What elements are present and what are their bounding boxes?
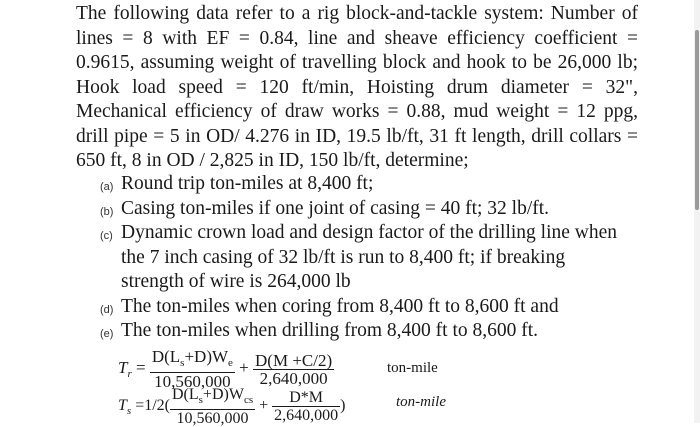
- fraction-numerator: D(M +C/2): [255, 350, 333, 370]
- item-marker: (a): [100, 181, 114, 193]
- formula-unit: ton-mile: [387, 360, 438, 376]
- item-marker: (d): [100, 303, 114, 316]
- formula-close-paren: ): [340, 397, 346, 415]
- item-text: Round trip ton-miles at 8,400 ft;: [121, 173, 374, 194]
- list-item: [100, 172, 620, 197]
- item-marker: (c): [100, 230, 113, 242]
- list-item: [100, 295, 620, 320]
- formula-equals: =1/2(: [135, 397, 170, 415]
- scrollbar-thumb[interactable]: [695, 30, 699, 210]
- item-text: The ton-miles when coring from 8,400 ft to 8,600 ft and: [121, 295, 559, 317]
- formula-fraction-2: [272, 389, 340, 424]
- task-list: [100, 172, 620, 344]
- formula-unit: ton-mile: [396, 394, 446, 410]
- formula-equals: =: [136, 357, 146, 377]
- fraction-denominator: 2,640,000: [274, 407, 339, 424]
- formula-lhs: T: [118, 357, 128, 377]
- item-text: The ton-miles when drilling from 8,400 ft to 8,600 ft.: [121, 320, 539, 341]
- fraction-denominator: 10,560,000: [154, 372, 231, 391]
- fraction-numerator: [170, 386, 255, 410]
- fraction-numerator: D*M: [272, 389, 340, 407]
- numerator-part: D(L: [151, 347, 181, 366]
- numerator-sub: e: [228, 357, 233, 369]
- formula-lhs-sub: r: [127, 367, 132, 380]
- numerator-sub: cs: [243, 394, 254, 406]
- formula-lhs-sub: s: [126, 405, 132, 418]
- formula-casing: [118, 386, 345, 427]
- numerator-part: +D)W: [202, 386, 244, 403]
- numerator-part: +D)W: [184, 347, 229, 366]
- fraction-denominator: 10,560,000: [176, 410, 249, 427]
- formula-round-trip: [118, 348, 334, 390]
- formula-fraction-1: [150, 348, 235, 390]
- list-item: [100, 221, 620, 295]
- list-item: [100, 197, 620, 222]
- formula-fraction-1: [170, 386, 255, 427]
- scrollbar[interactable]: [694, 0, 700, 423]
- numerator-sub: s: [198, 394, 203, 406]
- item-text: Casing ton-miles if one joint of casing = 40 ft; 32 lb/ft.: [121, 197, 550, 219]
- fraction-denominator: 2,640,000: [259, 368, 328, 388]
- formula-fraction-2: [253, 352, 334, 387]
- item-marker: (e): [100, 328, 114, 340]
- list-item: [100, 319, 620, 344]
- fraction-numerator: [150, 348, 235, 373]
- numerator-sub: s: [180, 357, 185, 369]
- formula-plus: +: [259, 397, 269, 415]
- problem-statement: The following data refer to a rig block-and-tackle system: Number of lines = 8 with EF = 0.84, line and sheave efficiency coefficient = 0.9615, assuming weight of travelling block and hook to be 26,000 lb; Hook load speed = 120 ft/min, Hoisting drum diameter = 32", Mechanical efficiency of draw works = 0.88, mud weight = 12 ppg, drill pipe = 5 in OD/ 4.276 in ID, 19.5 lb/ft, 31 ft length, drill collars = 650 ft, 8 in OD / 2,825 in ID, 150 lb/ft, determine;: [76, 3, 638, 171]
- formula-lhs: T: [118, 397, 127, 415]
- item-marker: (b): [100, 205, 114, 218]
- formula-plus: +: [239, 357, 249, 377]
- item-text: Dynamic crown load and design factor of the drilling line when the 7 inch casing of 32 lb/ft is run to 8,400 ft; if breaking strength of wire is 264,000 lb: [121, 222, 618, 292]
- numerator-part: D(L: [171, 386, 199, 403]
